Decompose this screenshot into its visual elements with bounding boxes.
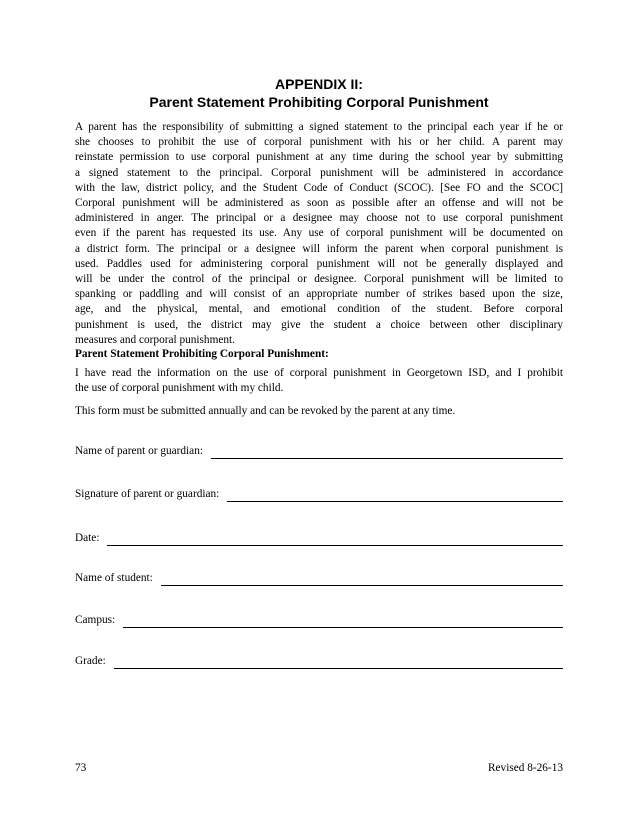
campus-label: Campus: xyxy=(75,614,116,626)
paragraph-line: used. Paddles used for administering corporal punishment will not be generally displayed and xyxy=(75,257,563,270)
paragraph-line: a district form. The principal or a designee will inform the parent when corporal punishment is xyxy=(75,242,563,255)
parent-signature-line[interactable] xyxy=(227,489,563,502)
submission-note xyxy=(75,404,563,419)
paragraph-line: with the law, district policy, and the Student Code of Conduct (SCOC). [See FO and the SCOC] xyxy=(75,181,563,194)
paragraph-line: I have read the information on the use of corporal punishment in Georgetown ISD, and I prohibit xyxy=(75,367,563,379)
paragraph-line: age, and the physical, mental, and emotional condition of the student. Before corporal xyxy=(75,303,563,316)
paragraph-line: will be under the control of the principal or designee. Corporal punishment will be limited to xyxy=(75,273,563,286)
grade-field[interactable] xyxy=(75,653,563,669)
revision-date: Revised 8-26-13 xyxy=(488,762,563,774)
paragraph-line: administered in anger. The principal or a designee may choose not to use corporal punishment xyxy=(75,212,563,225)
parent-name-field[interactable] xyxy=(75,443,563,459)
grade-line[interactable] xyxy=(114,656,563,669)
student-name-line[interactable] xyxy=(161,573,563,586)
date-field[interactable] xyxy=(75,530,563,546)
student-name-field[interactable] xyxy=(75,570,563,586)
page-number: 73 xyxy=(75,762,87,774)
intro-paragraph xyxy=(75,120,563,196)
paragraph-line: reinstate permission to use corporal punishment at any time during the school year by submitting xyxy=(75,151,563,164)
paragraph-line: This form must be submitted annually and can be revoked by the parent at any time. xyxy=(75,405,456,417)
parent-name-line[interactable] xyxy=(211,446,563,459)
statement-paragraph xyxy=(75,366,563,396)
paragraph-line: spanking or paddling and will consist of an appropriate number of strikes based upon the size, xyxy=(75,288,563,301)
parent-signature-field[interactable] xyxy=(75,486,563,502)
paragraph-line: measures and corporal punishment. xyxy=(75,333,235,346)
parent-signature-label: Signature of parent or guardian: xyxy=(75,488,220,500)
paragraph-line: the use of corporal punishment with my child. xyxy=(75,382,284,395)
campus-line[interactable] xyxy=(123,615,563,628)
paragraph-line: she chooses to prohibit the use of corporal punishment with his or her child. A parent may xyxy=(75,136,563,149)
paragraph-line: punishment is used, the district may give the student a choice between other disciplinary xyxy=(75,318,563,331)
date-label: Date: xyxy=(75,532,100,544)
parent-name-label: Name of parent or guardian: xyxy=(75,445,203,457)
grade-label: Grade: xyxy=(75,655,106,667)
campus-field[interactable] xyxy=(75,612,563,628)
paragraph-line: A parent has the responsibility of submitting a signed statement to the principal each year if he or xyxy=(75,121,563,133)
student-name-label: Name of student: xyxy=(75,572,153,584)
paragraph-line: a signed statement to the principal. Corporal punishment will be administered in accordance xyxy=(75,166,563,179)
document-subtitle: Parent Statement Prohibiting Corporal Punishment xyxy=(149,94,489,110)
statement-heading: Parent Statement Prohibiting Corporal Punishment: xyxy=(75,348,329,360)
paragraph-line: Corporal punishment will be administered as soon as possible after an offense and will not be xyxy=(75,197,563,209)
administration-paragraph xyxy=(75,196,563,348)
appendix-title: APPENDIX II: xyxy=(275,76,363,92)
paragraph-line: even if the parent has requested its use. Any use of corporal punishment will be documented on xyxy=(75,227,563,240)
date-line[interactable] xyxy=(107,533,563,546)
